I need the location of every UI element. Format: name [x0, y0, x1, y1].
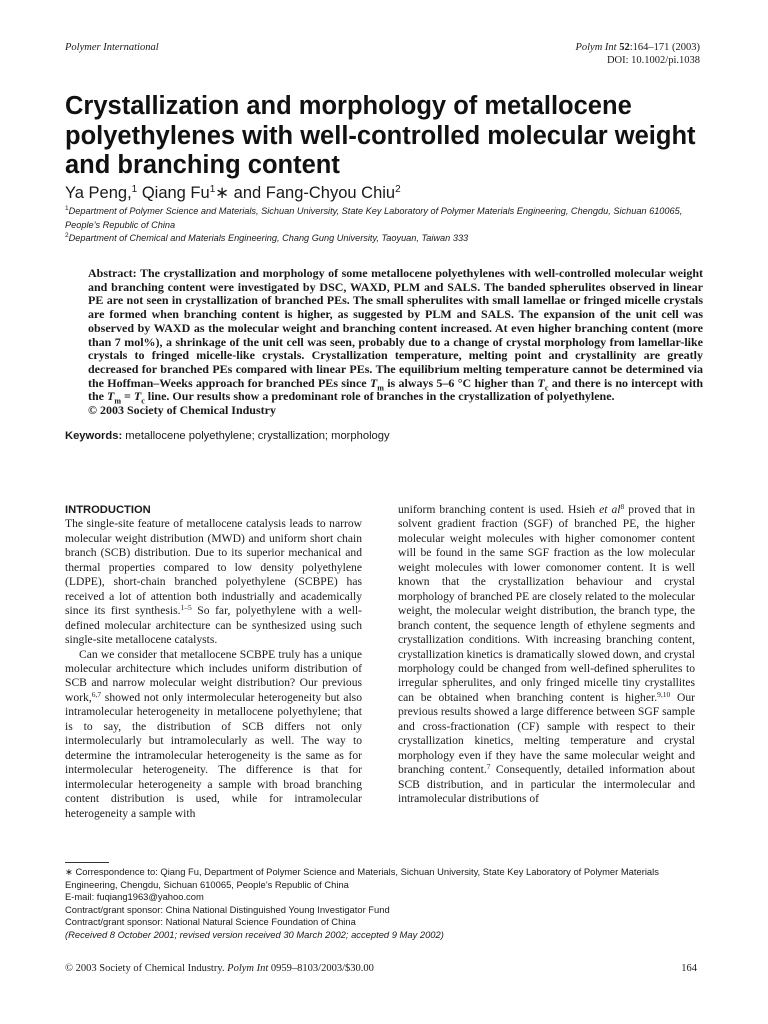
abstract-text-3: and there is no intercept with the [88, 375, 703, 404]
abstract-tc-symbol: T [537, 375, 545, 390]
footnote-rule [65, 862, 109, 863]
intro-p2-text-a: Can we consider that metallocene SCBPE truly has a unique molecular architecture which includes uniform distribution of SCB and narrow molecular weight distribution? Our previous work, [65, 647, 362, 704]
intro-r-ref-1: 8 [620, 502, 625, 511]
intro-r-ref-2: 9,10 [657, 689, 671, 699]
author-1: Ya Peng, [65, 184, 132, 202]
intro-p1-ref: 1–5 [180, 603, 192, 613]
author-2: Qiang Fu [137, 184, 210, 202]
abstract-tc-subscript: c [544, 383, 549, 393]
author-3: and Fang-Chyou Chiu [229, 184, 396, 202]
abstract-copyright: © 2003 Society of Chemical Industry [88, 403, 276, 418]
abstract-text-4: line. Our results show a predominant role of branches in the crystallization of polyethylene. [144, 389, 615, 404]
citation-volume: 52 [619, 42, 630, 53]
running-head-journal: Polymer International [65, 42, 159, 53]
footnotes [65, 866, 705, 942]
footnote-correspondence: ∗ Correspondence to: Qiang Fu, Department of Polymer Science and Materials, Sichuan University, State Key Laboratory of Polymer Materials Engineering, Chengdu, Sichuan 610065, People’s Republic of China [65, 866, 659, 890]
author-3-affil-mark: 2 [395, 184, 401, 195]
intro-r-text-d: Consequently, detailed information about SCB distribution, and in particular the intermolecular and intramolecular distributions of [398, 763, 696, 806]
abstract-equals: = [121, 389, 134, 404]
abstract [88, 267, 703, 418]
intro-p2-text-b: showed not only intermolecular heterogeneity but also intramolecular heterogeneity in metallocene polyethylene; that is to say, the distribution of SCB differs not only intermolecularly but intramolecularly as well. The way to determine the intramolecular heterogeneity is the same as for intermolecular heterogeneity. The difference is that for intermolecular heterogeneity a sample with broad branching content distribution is used, while for intramolecular heterogeneity a sample with [65, 690, 362, 820]
footnote-received [65, 929, 705, 942]
body-column-right [398, 503, 695, 807]
doi: DOI: 10.1002/pi.1038 [606, 55, 700, 66]
keywords [65, 429, 705, 443]
citation-pages-year: :164–171 (2003) [629, 42, 700, 53]
article-title: Crystallization and morphology of metallocene polyethylenes with well-controlled molecular weight and branching content [65, 92, 696, 179]
intro-r-text-c: Our previous results showed a large difference between SGF sample and cross-fractionation (CF) sample with respect to their crystallization kinetics, melting temperature and crystal morphology even if they have the same molecular weight and branching content. [398, 690, 695, 777]
abstract-tc-subscript-2: c [141, 396, 145, 406]
intro-r-ref-3: 7 [486, 762, 491, 772]
section-heading-introduction: INTRODUCTION [65, 504, 151, 516]
footnote-sponsor-1: Contract/grant sponsor: China National Distinguished Young Investigator Fund [65, 903, 390, 915]
abstract-tm-subscript: m [377, 383, 384, 393]
intro-r-etal: et al [599, 503, 621, 516]
corresponding-author-mark: ∗ [215, 184, 230, 202]
footnote-email: E-mail: fuqiang1963@yahoo.com [65, 891, 204, 903]
abstract-text-1: The crystallization and morphology of some metallocene polyethylenes with well-controlled molecular weight and branching content were investigated by DSC, WAXD, PLM and SALS. The banded spherulites observed in linear PE are not seen in crystallization of branched PEs. The small spherulites with small lamellae or fringed micelle crystals are formed when branching content is higher, as suggested by PLM and SALS. The expansion of the unit cell was observed by WAXD as the molecular weight and branching content increased. At even higher branching content (more than 7 mol%), a shrinkage of the unit cell was seen, probably due to a change of crystal morphology from lamellar-like crystals to fringed micelle-like crystals. Crystallization temperature, melting point and crystallinity are greatly decreased for branched PEs compared with linear PEs. The equilibrium melting temperature cannot be determined via the Hoffman–Weeks approach for branched PEs since [88, 266, 703, 390]
running-head-citation [575, 41, 700, 67]
keywords-label: Keywords: [65, 430, 123, 442]
author-1-affil-mark: 1 [131, 184, 138, 195]
affiliation-1-text: Department of Polymer Science and Materials, Sichuan University, State Key Laboratory of Polymer Materials Engineering, Chengdu, Sichuan 610065, People’s Republic of China [65, 206, 683, 230]
footer-copyright-text: © 2003 Society of Chemical Industry. [65, 963, 228, 974]
footer-journal-abbrev: Polym Int [227, 963, 269, 974]
abstract-tm-symbol: T [369, 375, 378, 390]
affiliation-2 [65, 232, 705, 246]
footnote-sponsor-2: Contract/grant sponsor: National Natural Science Foundation of China [65, 916, 356, 928]
abstract-label: Abstract: [88, 266, 137, 280]
page-number: 164 [681, 963, 697, 974]
author-list [65, 183, 715, 203]
intro-p1-text-a: The single-site feature of metallocene catalysis leads to narrow molecular weight distribution (MWD) and uniform short chain branch (SCB) distribution. Due to its superior mechanical and thermal properties compared to low density polyethylene (LDPE), short-chain branched polyethylene (SCBPE) has received a lot of attention both industrially and academically since its first synthesis. [65, 517, 362, 618]
citation-journal-abbrev: Polym Int [575, 42, 617, 53]
abstract-tc-symbol-2: T [133, 389, 142, 404]
keywords-text: metallocene polyethylene; crystallization; morphology [122, 430, 390, 442]
intro-paragraph-1 [65, 517, 362, 647]
footer-issn: 0959–8103/2003/$30.00 [268, 963, 374, 974]
abstract-tm-subscript-2: m [114, 396, 122, 406]
author-2-affil-mark: 1 [209, 184, 216, 195]
intro-p1-text-b: So far, polyethylene with a well-defined molecular architecture can be synthesized using such single-site metallocene catalysts. [65, 604, 363, 647]
intro-r-text-b: proved that in solvent gradient fraction (SGF) of branched PE, the higher molecular weight molecules with higher comonomer content will be found in the same SGF fraction as the low molecular weight molecules with lower comonomer content. It is well known that the crystallization behaviour and crystal morphology of branched PE are closely related to the molecular weight, the molecular weight distribution, the branch type, the branch content, the sequence length of ethylene segments and crystallization conditions. With increasing branching content, crystallization kinetics is dramatically slowed down, and crystal morphology could be changed from well-defined spherulites to irregular spherulites, and only fringed micelle tiny crystallites can be obtained when branching content is higher. [398, 503, 695, 704]
affiliation-1-mark: 1 [65, 205, 69, 212]
intro-p2-ref: 6,7 [91, 689, 102, 699]
body-column-left [65, 503, 362, 821]
affiliation-2-text: Department of Chemical and Materials Engineering, Chang Gung University, Taoyuan, Taiwan 333 [68, 233, 469, 243]
footnote-received-text: (Received 8 October 2001; revised version received 30 March 2002; accepted 9 May 2002) [65, 928, 444, 940]
footer-copyright [65, 962, 374, 975]
intro-paragraph-2 [65, 648, 362, 821]
affiliation-1 [65, 205, 705, 232]
affiliation-2-mark: 2 [65, 232, 69, 239]
intro-r-text-a: uniform branching content is used. Hsieh [398, 503, 600, 516]
abstract-tm-symbol-2: T [107, 389, 115, 404]
abstract-text-2: is always 5–6 °C higher than [383, 375, 538, 390]
intro-paragraph-2-continued [398, 503, 695, 807]
